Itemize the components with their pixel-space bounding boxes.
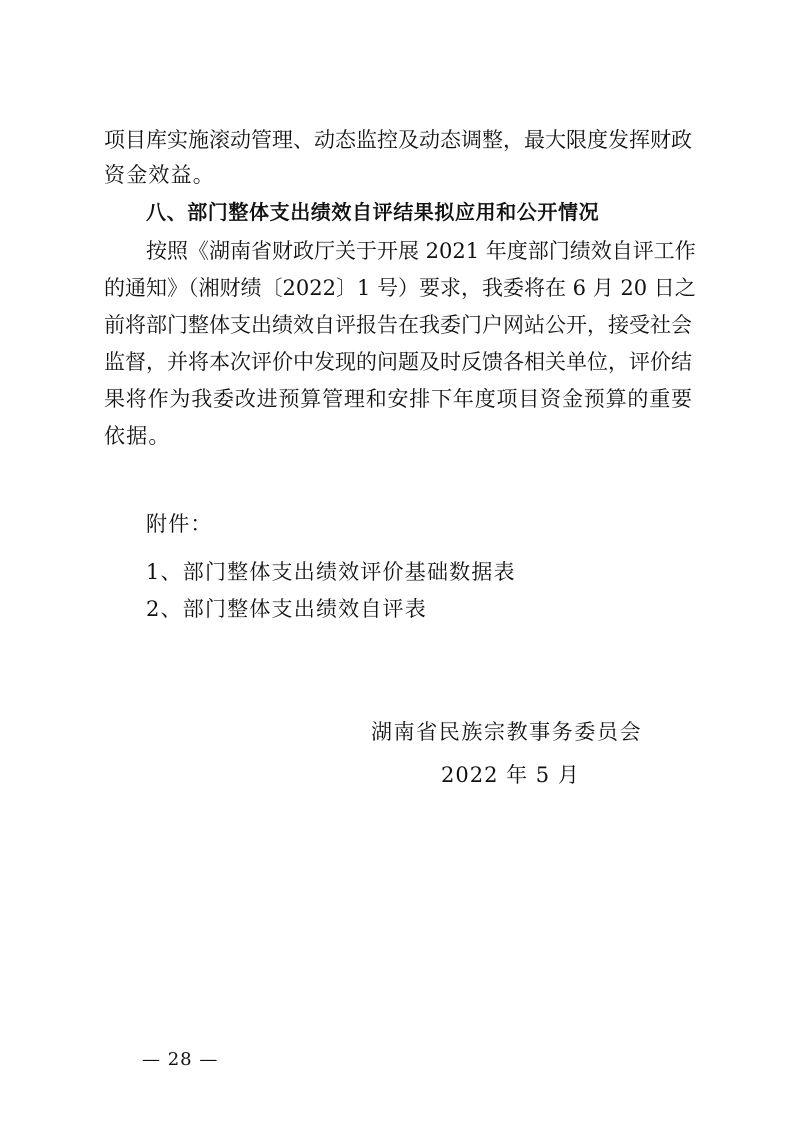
paragraph-line: 果将作为我委改进预算管理和安排下年度项目资金预算的重要 bbox=[104, 387, 692, 411]
signature-date: 2022 年 5 月 bbox=[441, 763, 580, 787]
paragraph-line: 前将部门整体支出绩效自评报告在我委门户网站公开，接受社会 bbox=[104, 313, 692, 337]
signature-organization: 湖南省民族宗教事务委员会 bbox=[371, 720, 643, 744]
paragraph-line: 监督，并将本次评价中发现的问题及时反馈各相关单位，评价结 bbox=[104, 350, 692, 374]
attachments-label: 附件： bbox=[146, 512, 213, 536]
paragraph-line: 的通知》（湘财绩〔2022〕1 号）要求，我委将在 6 月 20 日之 bbox=[104, 276, 696, 300]
paragraph-line: 按照《湖南省财政厅关于开展 2021 年度部门绩效自评工作 bbox=[146, 239, 696, 263]
section-heading: 八、部门整体支出绩效自评结果拟应用和公开情况 bbox=[146, 200, 600, 224]
paragraph-line: 项目库实施滚动管理、动态监控及动态调整，最大限度发挥财政 bbox=[104, 128, 692, 152]
attachment-item: 2、部门整体支出绩效自评表 bbox=[146, 597, 427, 621]
paragraph-line: 资金效益。 bbox=[104, 163, 215, 187]
attachment-item: 1、部门整体支出绩效评价基础数据表 bbox=[146, 560, 516, 584]
paragraph-line: 依据。 bbox=[104, 424, 171, 448]
page-number: — 28 — bbox=[142, 1049, 219, 1070]
